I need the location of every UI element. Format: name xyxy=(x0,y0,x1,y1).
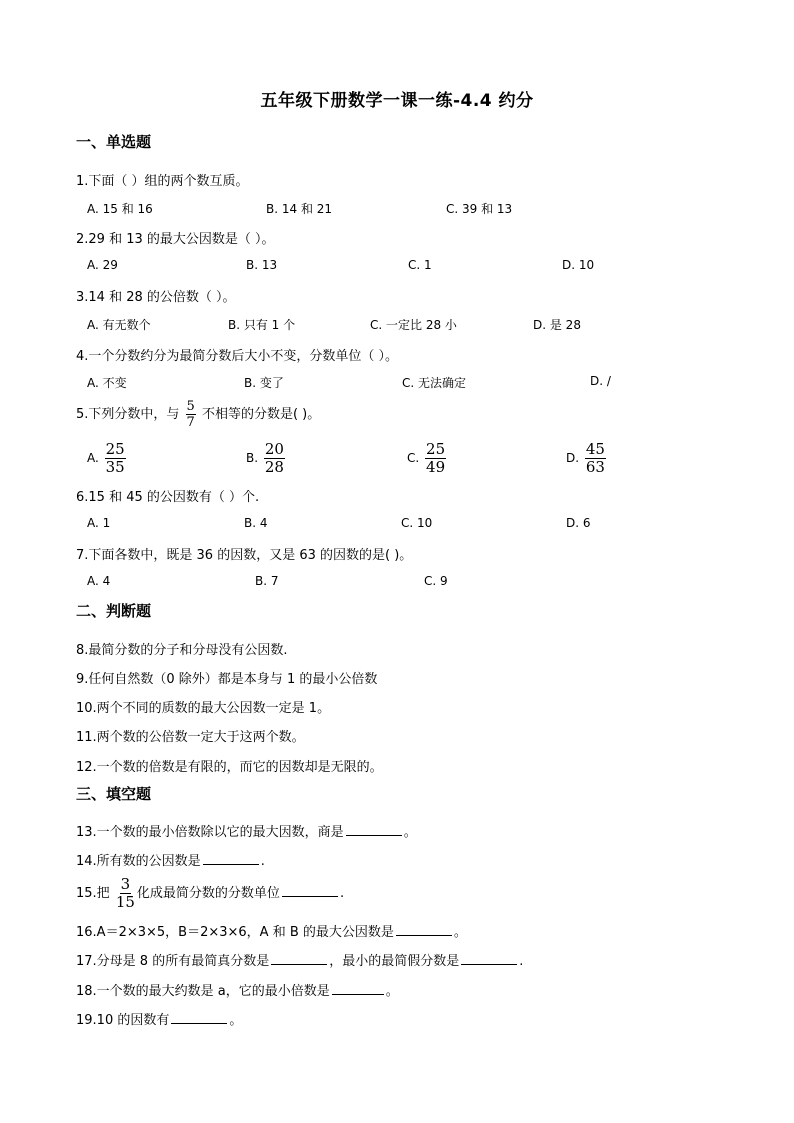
q6-option-a: A. 1 xyxy=(87,516,111,530)
question-6: 6.15 和 45 的公因数有（ ）个. xyxy=(76,490,260,505)
q2-option-d: D. 10 xyxy=(562,258,595,272)
q17-prefix: 17.分母是 8 的所有最简真分数是 xyxy=(76,954,270,969)
q16-suffix: 。 xyxy=(453,925,467,940)
q2-option-c: C. 1 xyxy=(408,258,432,272)
option-fraction xyxy=(585,442,606,475)
q7-option-a: A. 4 xyxy=(87,574,111,588)
question-9: 9.任何自然数（0 除外）都是本身与 1 的最小公倍数 xyxy=(76,672,378,687)
q1-option-b: B. 14 和 21 xyxy=(266,202,333,216)
q18-suffix: 。 xyxy=(385,984,399,999)
q5-suffix: 不相等的分数是( )。 xyxy=(201,407,321,422)
fraction-denominator: 35 xyxy=(105,458,125,476)
q1-option-a: A. 15 和 16 xyxy=(87,202,153,216)
question-13 xyxy=(76,821,417,840)
q15-suffix: . xyxy=(339,886,345,901)
q15-text: 化成最简分数的分数单位 xyxy=(136,886,280,901)
fraction-numerator: 25 xyxy=(105,440,125,458)
q7-option-c: C. 9 xyxy=(424,574,448,588)
answer-blank[interactable] xyxy=(332,993,384,995)
q6-option-b: B. 4 xyxy=(244,516,268,530)
question-5 xyxy=(76,400,320,429)
q17-suffix: . xyxy=(519,954,524,969)
q5-prefix: 5.下列分数中，与 xyxy=(76,407,180,422)
fraction-numerator: 45 xyxy=(585,440,605,458)
fraction-numerator: 25 xyxy=(426,440,446,458)
q2-option-b: B. 13 xyxy=(246,258,278,272)
q15-prefix: 15.把 xyxy=(76,886,110,901)
question-1: 1.下面（ ）组的两个数互质。 xyxy=(76,174,249,189)
question-17 xyxy=(76,950,523,969)
q16-prefix: 16.A＝2×3×5，B＝2×3×6，A 和 B 的最大公因数是 xyxy=(76,925,394,940)
q3-option-b: B. 只有 1 个 xyxy=(228,318,296,332)
q6-option-c: C. 10 xyxy=(401,516,433,530)
question-8: 8.最简分数的分子和分母没有公因数. xyxy=(76,643,288,658)
q5-reference-fraction xyxy=(186,400,196,429)
option-label: A. xyxy=(87,451,99,465)
answer-blank[interactable] xyxy=(396,934,452,936)
q19-prefix: 19.10 的因数有 xyxy=(76,1013,170,1028)
fraction-denominator: 49 xyxy=(426,458,446,476)
q18-prefix: 18.一个数的最大约数是 a，它的最小倍数是 xyxy=(76,984,330,999)
q3-option-c: C. 一定比 28 小 xyxy=(370,318,457,332)
q6-option-d: D. 6 xyxy=(566,516,591,530)
q2-option-a: A. 29 xyxy=(87,258,118,272)
question-16 xyxy=(76,921,467,940)
q19-suffix: 。 xyxy=(229,1013,243,1028)
fraction-denominator: 7 xyxy=(186,415,195,430)
fraction-denominator: 63 xyxy=(585,458,605,476)
option-fraction xyxy=(425,442,446,475)
fraction-numerator: 5 xyxy=(186,399,195,414)
section-heading-single-choice: 一、单选题 xyxy=(76,133,152,151)
answer-blank[interactable] xyxy=(346,834,402,836)
answer-blank[interactable] xyxy=(461,963,517,965)
question-14 xyxy=(76,850,265,869)
q17-middle: ，最小的最简假分数是 xyxy=(329,954,460,969)
question-12: 12.一个数的倍数是有限的，而它的因数却是无限的。 xyxy=(76,760,383,775)
q5-option-c xyxy=(407,442,448,475)
q7-option-b: B. 7 xyxy=(255,574,279,588)
q14-prefix: 14.所有数的公因数是 xyxy=(76,854,201,869)
q13-prefix: 13.一个数的最小倍数除以它的最大因数，商是 xyxy=(76,825,344,840)
q1-option-c: C. 39 和 13 xyxy=(446,202,513,216)
q14-suffix: . xyxy=(260,854,265,869)
question-2: 2.29 和 13 的最大公因数是（ ）。 xyxy=(76,232,275,247)
option-label: D. xyxy=(566,451,580,465)
page-title: 五年级下册数学一课一练-4.4 约分 xyxy=(260,91,534,111)
option-label: C. xyxy=(407,451,420,465)
question-3: 3.14 和 28 的公倍数（ ）。 xyxy=(76,290,236,305)
q15-fraction xyxy=(116,877,135,910)
q4-option-b: B. 变了 xyxy=(244,376,284,390)
question-18 xyxy=(76,980,399,999)
q3-option-d: D. 是 28 xyxy=(533,318,581,332)
q13-suffix: 。 xyxy=(403,825,417,840)
question-19 xyxy=(76,1009,242,1028)
fraction-denominator: 15 xyxy=(115,893,135,911)
answer-blank[interactable] xyxy=(271,963,327,965)
question-10: 10.两个不同的质数的最大公因数一定是 1。 xyxy=(76,701,331,716)
question-7: 7.下面各数中，既是 36 的因数，又是 63 的因数的是( )。 xyxy=(76,548,413,563)
q4-option-a: A. 不变 xyxy=(87,376,127,390)
answer-blank[interactable] xyxy=(203,863,259,865)
question-15 xyxy=(76,877,344,910)
q5-option-b xyxy=(246,442,287,475)
q4-option-c: C. 无法确定 xyxy=(402,376,467,390)
option-label: B. xyxy=(246,451,259,465)
q3-option-a: A. 有无数个 xyxy=(87,318,151,332)
q5-option-d xyxy=(566,442,608,475)
question-11: 11.两个数的公倍数一定大于这两个数。 xyxy=(76,730,305,745)
option-fraction xyxy=(105,442,126,475)
fraction-numerator: 3 xyxy=(120,875,131,893)
q4-option-d: D. / xyxy=(590,374,611,388)
option-fraction xyxy=(264,442,285,475)
answer-blank[interactable] xyxy=(282,895,338,897)
section-heading-true-false: 二、判断题 xyxy=(76,602,152,620)
fraction-denominator: 28 xyxy=(264,458,284,476)
q5-option-a xyxy=(87,442,128,475)
question-4: 4.一个分数约分为最简分数后大小不变，分数单位（ ）。 xyxy=(76,349,399,364)
fraction-numerator: 20 xyxy=(264,440,284,458)
answer-blank[interactable] xyxy=(171,1022,227,1024)
section-heading-fill-in: 三、填空题 xyxy=(76,785,152,803)
